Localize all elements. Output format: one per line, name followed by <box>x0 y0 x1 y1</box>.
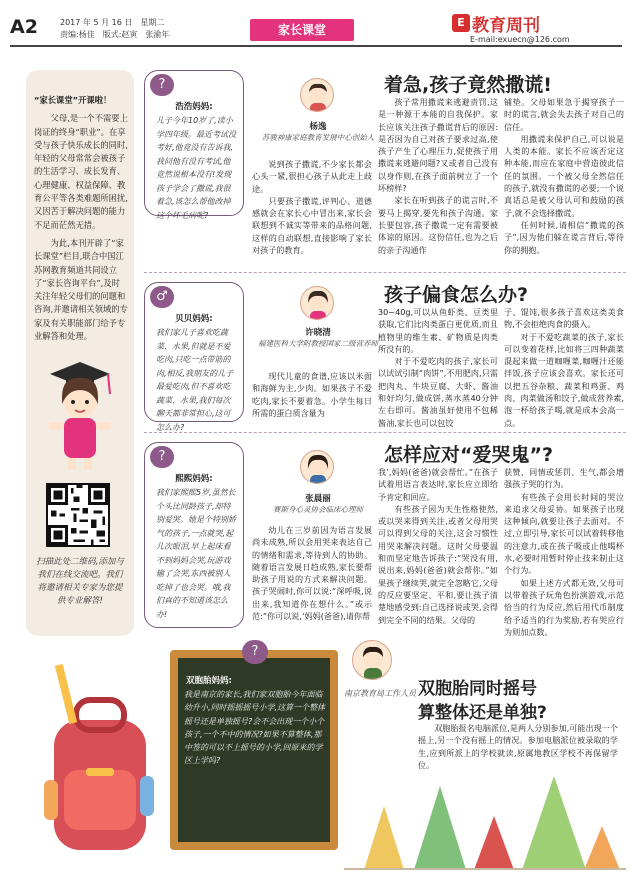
article-column <box>504 466 624 638</box>
expert-title: 苏骏神康家庭教育发展中心创始人 <box>261 133 375 142</box>
expert-name: 张晨丽 <box>305 494 331 504</box>
article-column <box>252 524 372 622</box>
article-divider <box>144 272 626 273</box>
question-mark-icon: ? <box>242 640 268 664</box>
expert-avatar <box>300 286 334 320</box>
expert-title: 南京教育局工作人员 <box>344 689 416 698</box>
article-text: 获赞、同情或惩罚、生气,都会增强孩子哭的行为。 有些孩子会用长时间的哭泣来追求父母妥协。如果孩子出现这种倾向,就要让孩子去面对。不过,立即引导,家长可以试着转移他的注意力,或在孩子吸或止他喝杯水,必要时用暂时停止技来制止这个行为。 如果上述方式都无效,父母可以带着孩子玩角色扮演游戏,示范恰当的行为反应,然后用代币制度给予适当的行为奖励,若有哭应行为则加点数。 <box>504 467 624 637</box>
header-divider <box>10 45 622 47</box>
article-column <box>418 722 618 771</box>
expert-avatar <box>300 78 334 112</box>
sidebar-heading: “家长课堂”开课啦！ <box>34 95 112 105</box>
article-headline: 双胞胎同时摇号 <box>418 679 537 699</box>
sidebar-paragraph: 父母,是一个不需要上岗证的终身“职业”。在享受与孩子快乐成长的同时,年轻的父母常常会被孩子的生活学习、成长发育、心理健康、权益保障、教育公平等各类难题所困扰,又因苦于解决问题的能力不足而茫然无措。 <box>34 113 128 230</box>
expert-title: 赛斯身心灵协会临床心理师 <box>273 505 363 514</box>
article-text: 双胞胎报名电脑派位,是两人分别参加,可能出现一个摇上,另一个没有摇上的情况。参加电脑派位被录取的学生,应到所派上的学校就读,原属地教区学校不再保留学位。 <box>418 723 618 770</box>
page-number: A2 <box>10 16 38 38</box>
girl-graduate-illustration <box>40 354 120 472</box>
expert-avatar <box>352 640 392 680</box>
article-divider <box>144 432 626 433</box>
page-header <box>0 0 632 48</box>
article-column <box>378 466 498 626</box>
parent-question: 我们家儿子喜欢吃蔬菜、水果,但就是不爱吃肉,只吃一点带筋的肉,相反,我朋友的儿子最爱吃肉,但不喜欢吃蔬菜、水果,我们每次聊天都非常担心,这可怎么办? <box>156 328 234 432</box>
article-column <box>378 306 498 429</box>
section-title: 家长课堂 <box>250 19 354 41</box>
article-text: 子、馄饨,很多孩子喜欢这类美食物,不会拒绝肉食的摄入。 对于不爱吃蔬菜的孩子,家长可以变着花样,比如将三四种蔬菜混起来做一道咖喱菜,咖喱汁还能拌饭,孩子应该会喜欢。家长还可以把五谷杂粮、蔬菜和鸡蛋、鸡肉、肉菜做汤和饺子,做成营养素,泡一杯给孩子喝,就是成本会高一点。 <box>504 307 624 428</box>
expert-name: 杨逸 <box>309 122 327 132</box>
brand-email: E-mail:exuecn@126.com <box>470 35 570 44</box>
school-backpack-illustration <box>40 660 160 870</box>
article-headline: 孩子偏食怎么办? <box>384 284 529 306</box>
issue-date: 2017 年 5 月 16 日 星期二 <box>60 18 165 27</box>
parent-name: 浩浩妈妈: <box>175 102 213 112</box>
editor-credits: 责编:杨佳 版式:赵寅 张渝年 <box>60 30 170 39</box>
article-text: 幼儿在三岁前因为语言发展尚未成熟,所以会用哭来表达自己的情绪和需求,等待到人的协助。随着语言发展日趋成熟,家长要帮助孩子用说的方式来解决问题。孩子哭闹时,你可以说:“深呼吸,说出来,我知道你在想什么。”或示范:“你可以说,‘妈妈(爸爸),请你帮 <box>252 525 372 622</box>
article-text: 铺垫。父母如果急于揭穿孩子一时的谎言,就会失去孩子对自己的信任。 用撒谎来保护自己,可以说是人类的本能。家长不应该否定这种本能,而应在家庭中营造彼此信任的氛围。一个被父母全然信任的孩子,就没有撒谎的必要;一个说真话总是被父母认可和鼓励的孩子,就不会选择撒谎。 任何时候,请相信“撒谎的孩子”,因为他们躲在谎言背后,等待你的拥抱。 <box>504 97 624 255</box>
parent-question: 我是南京的家长,我们家双胞胎今年面临幼升小,同时摇摇摇号小学,这算一个整体摇号还是单独摇号?会不会出现一个小个孩子,一个不中的情况?如果不算整体,那中签的可以不上摇号的小学,回原来的学区上学吗? <box>184 690 326 766</box>
gender-icon: ♂ <box>150 286 174 308</box>
parent-question: 儿子今年10岁了,读小学四年级。最近考试没考好,他竟没有告诉我,我问他有没有考试,他竟然说根本没有!发现孩子学会了撒谎,我很着急,该怎么帮他改掉这个坏毛病呢? <box>156 116 236 220</box>
qr-code-image[interactable] <box>46 483 110 547</box>
expert-title: 福建医科大学附教授国家二级营养师 <box>258 339 378 348</box>
sidebar-paragraph: 为此,本刊开辟了“家长课堂”栏目,联合中国江苏网教育频道共同设立了“家长咨询平台”,及时关注年轻父母们的问题和咨询,并邀请相关领域的专家及有关职能部门给予专业解答和处理。 <box>34 237 128 342</box>
brand-logo-icon: E <box>452 14 470 32</box>
article-column <box>504 96 624 256</box>
question-mark-icon: ? <box>150 74 174 96</box>
parent-name: 双胞胎妈妈: <box>186 676 232 686</box>
trees-illustration <box>344 766 626 870</box>
article-headline: 着急,孩子竟然撒谎! <box>384 74 552 96</box>
article-headline: 怎样应对“爱哭鬼”? <box>384 444 553 466</box>
article-text: 孩子常用撒谎来逃避责罚,这是一种源于本能的自我保护。家长应该关注孩子撒谎背后的原因:是否因为自己对孩子要求过高,使孩子产生了心理压力,促使孩子用撒谎来逃避问题?又或者自己没有以身作则,在孩子面前树立了一个坏榜样? 家长在听到孩子的谎言时,不要马上揭穿,要先和孩子沟通。家长要包容,孩子撒谎一定有需要被体谅的原因。这份信任,也为之后的亲子沟通作 <box>378 97 498 255</box>
sidebar-intro <box>34 94 128 348</box>
article-text: 30~40g,可以从鱼虾类、豆类里获取,它们比肉类蛋白更优质,而且植物里的维生素、矿物质是肉类所没有的。 对于不爱吃肉的孩子,家长可以试试引制“肉饼”,不用肥肉,只需把肉丸、牛块豆腐、大虾、酱油和好均匀,做成饼,蒸水蒸40分钟左右即可。酱油虽好使用不包稀酱油,家长也可以包饺 <box>378 307 498 428</box>
article-column <box>504 306 624 429</box>
article-headline: 算整体还是单独? <box>418 703 547 723</box>
article-text: 说到孩子撒谎,不少家长都会心头一紧,很担心孩子从此走上歧途。 只要孩子撒谎,评判心、道德感就会在家长心中冒出来,家长会联想到不诚实等带来的品格问题,这样的自动联想,直接影响了家长对孩子的教育。 <box>252 159 372 256</box>
brand-title: 教育周刊 <box>472 16 540 36</box>
article-column <box>252 158 372 256</box>
parent-name: 熙熙妈妈: <box>175 474 213 484</box>
parent-question: 我们家熙熙5岁,虽然长个头比同龄孩子,却特别爱哭。她是个特别娇气的孩子,一点就哭,起儿次眼泪,早上起床看不到妈妈会哭,玩游戏输了会哭,东西被别人吃掉了也会哭。哦,我们真的不知道该怎么办! <box>156 488 236 619</box>
question-mark-icon: ? <box>150 446 174 468</box>
parent-name: 贝贝妈妈: <box>175 314 213 324</box>
article-text: 现代儿童的食谱,应该以米面和海鲜为主,少肉。如果孩子不爱吃肉,家长不要着急。小学生每日所需的蛋白质含量为 <box>252 371 372 418</box>
article-column <box>378 96 498 256</box>
article-column <box>252 370 372 419</box>
expert-avatar <box>300 450 334 484</box>
expert-name: 许晓清 <box>305 328 331 338</box>
article-text: 我’,妈妈(爸爸)就会帮忙。”在孩子试着用语言表达时,家长应立即给予肯定和回应。 有些孩子因为天生性格使然,或以哭来得到关注,或者父母用哭可以得到父母的关注,这会习惯性用哭来解决问题。这时父母要温和而坚定地告诉孩子:“哭没有用,说出来,妈妈(爸爸)就会帮你。”如果孩子继续哭,就完全忽略它,父母的反应要坚定、平和,要让孩子清楚地感受到:自己选择说或哭,会得到完全不同的结果。父母的 <box>378 467 498 625</box>
qr-caption: 扫描此处二维码,添加与我们在线交流吧。我们将邀请相关专家为您提供专业解答! <box>36 557 124 606</box>
